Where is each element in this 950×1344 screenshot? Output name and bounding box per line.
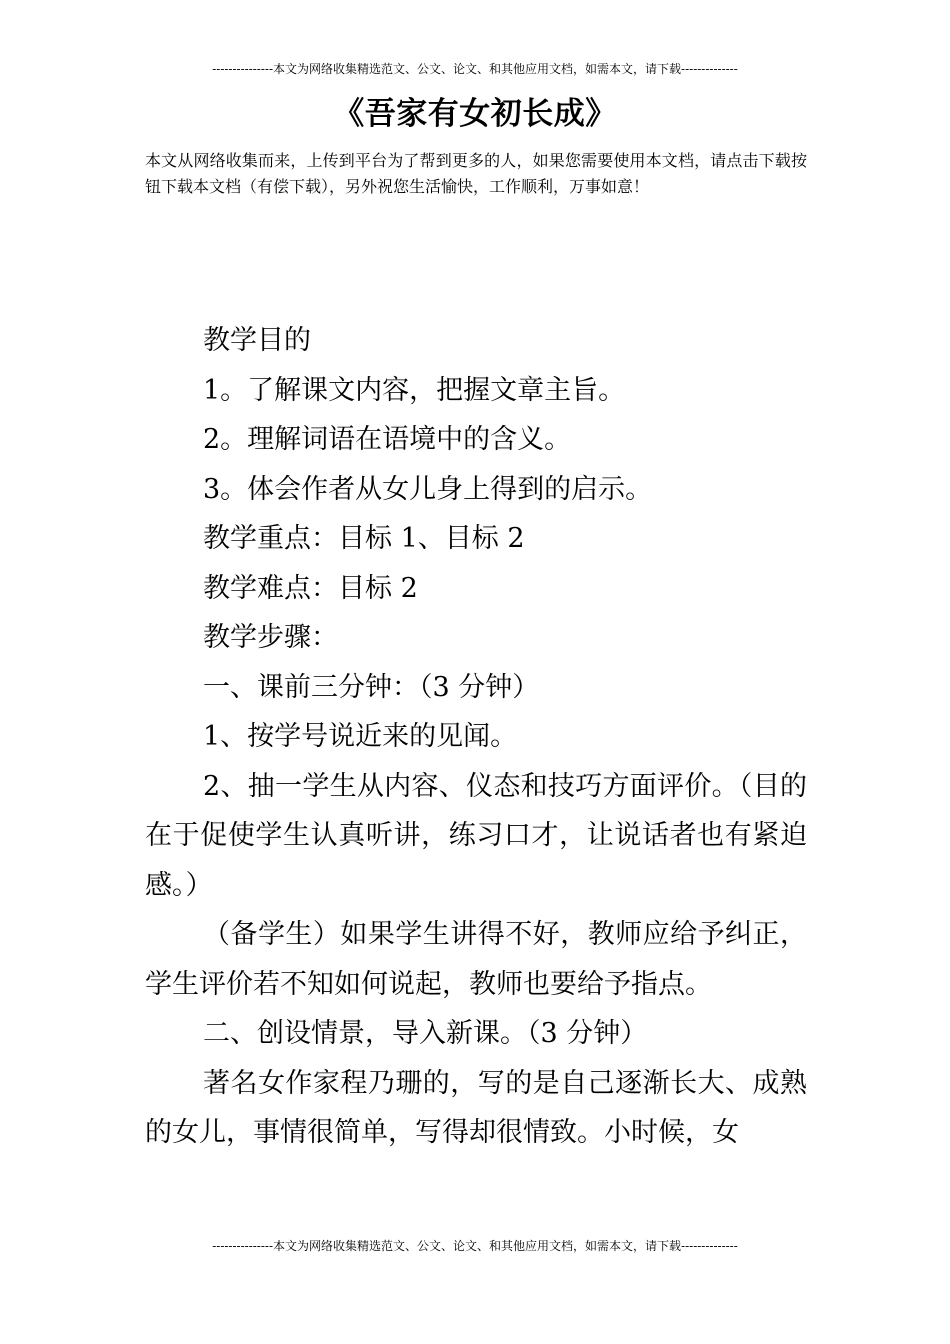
teaching-difficulty: 教学难点：目标 2 bbox=[203, 572, 418, 604]
step-1-note: （备学生）如果学生讲得不好，教师应给予纠正，学生评价若不知如何说起，教师也要给予指点。 bbox=[145, 919, 807, 1000]
teaching-focus: 教学重点：目标 1、目标 2 bbox=[203, 523, 525, 554]
step-1-item-1: 1、按学号说近来的见闻。 bbox=[203, 721, 518, 752]
page-header: ---------------本文为网络收集精选范文、公文、论文、和其他应用文档，如需本文，请下载-------------- bbox=[212, 62, 738, 76]
document-body bbox=[145, 316, 807, 1158]
goal-item-1: 1。了解课文内容，把握文章主旨。 bbox=[203, 374, 626, 406]
goal-item-3: 3。体会作者从女儿身上得到的启示。 bbox=[203, 473, 653, 505]
page-footer: ---------------本文为网络收集精选范文、公文、论文、和其他应用文档，如需本文，请下载-------------- bbox=[212, 1239, 738, 1253]
heading-teaching-steps: 教学步骤： bbox=[203, 622, 338, 653]
document-title: 《吾家有女初长成》 bbox=[333, 96, 617, 132]
step-1-item-2: 2、抽一学生从内容、仪态和技巧方面评价。（目的在于促使学生认真听讲，练习口才，让说话者也有紧迫感。） bbox=[145, 770, 807, 901]
step-2-paragraph: 著名女作家程乃珊的，写的是自己逐渐长大、成熟的女儿，事情很简单，写得却很情致。小时候，女 bbox=[145, 1067, 807, 1148]
heading-teaching-goals: 教学目的 bbox=[203, 325, 311, 356]
goal-item-2: 2。理解词语在语境中的含义。 bbox=[203, 424, 572, 455]
step-heading-2: 二、创设情景，导入新课。（3 分钟） bbox=[203, 1018, 648, 1049]
step-heading-1: 一、课前三分钟：（3 分钟） bbox=[203, 671, 540, 703]
intro-notice: 本文从网络收集而来，上传到平台为了帮到更多的人，如果您需要使用本文档，请点击下载按钮下载本文档（有偿下载），另外祝您生活愉快，工作顺利，万事如意！ bbox=[145, 151, 807, 196]
